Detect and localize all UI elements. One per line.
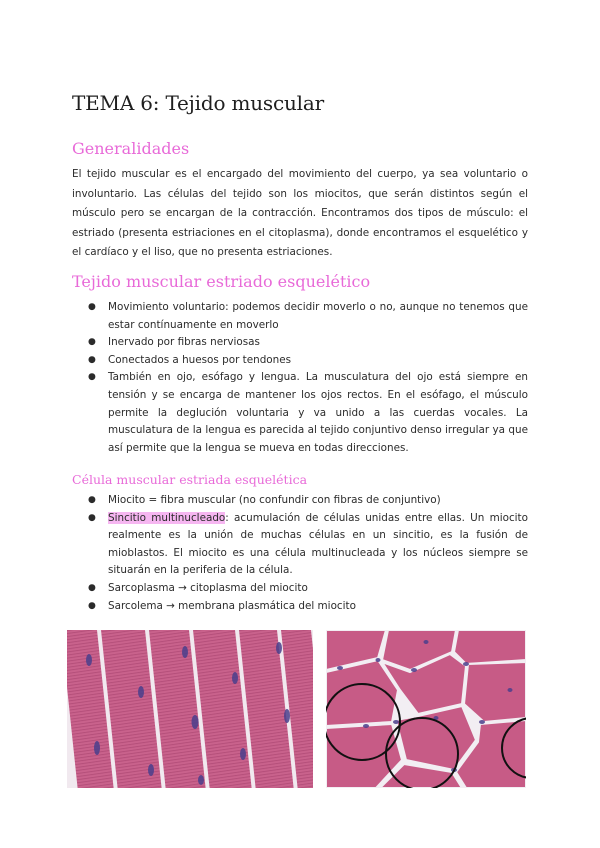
esqueletico-bullet-list bbox=[72, 299, 528, 457]
list-item: ● Sincitio multinucleado: acumulación de células unidas entre ellas. Un miocito realmente es la unión de muchas células en un sincitio, es la fusión de mioblastos. El miocito es una célula multinucleada y los núcleos siempre se situarán en la periferia de la célula. bbox=[88, 511, 528, 577]
list-item: ● Movimiento voluntario: podemos decidir moverlo o no, aunque no tenemos que estar contínuamente en moverlo bbox=[88, 301, 528, 331]
celula-bullet-list bbox=[72, 492, 528, 615]
bullet-icon: ● bbox=[88, 512, 96, 523]
section-heading-generalidades: Generalidades bbox=[72, 139, 190, 158]
longitudinal-fibers-image bbox=[67, 630, 313, 788]
list-item: ● Conectados a huesos por tendones bbox=[72, 352, 528, 370]
cross-section-muscle-micrograph bbox=[326, 630, 526, 788]
bullet-icon: ● bbox=[88, 372, 96, 383]
page-title: TEMA 6: Tejido muscular bbox=[72, 91, 324, 115]
section-heading-esqueletico: Tejido muscular estriado esquelético bbox=[72, 272, 371, 291]
bullet-icon: ● bbox=[88, 495, 96, 505]
list-item: ● Inervado por fibras nerviosas bbox=[72, 334, 528, 352]
list-item: ● Sarcoplasma → citoplasma del miocito bbox=[72, 580, 528, 598]
subsection-heading-celula: Célula muscular estriada esquelética bbox=[72, 472, 308, 487]
list-item: ● También en ojo, esófago y lengua. La musculatura del ojo está siempre en tensión y se encarga de mantener los ojos rectos. En el esófago, el músculo permite la deglución voluntaria y va unido a las cuerdas vocales. La musculatura de la lengua es parecida al tejido conjuntivo denso irregular ya que así permite que la lengua se mueva en todas direcciones. bbox=[88, 371, 528, 454]
bullet-icon: ● bbox=[88, 600, 96, 611]
list-item: ● Miocito = fibra muscular (no confundir con fibras de conjuntivo) bbox=[72, 492, 528, 510]
highlighted-term: Sincitio multinucleado bbox=[108, 511, 226, 524]
bullet-icon: ● bbox=[88, 582, 96, 593]
bullet-icon: ● bbox=[88, 337, 96, 348]
list-item: ● Sarcolema → membrana plasmática del miocito bbox=[72, 598, 528, 616]
bullet-icon: ● bbox=[88, 354, 96, 365]
generalidades-paragraph: El tejido muscular es el encargado del movimiento del cuerpo, ya sea voluntario o involuntario. Las células del tejido son los miocitos, que serán distintos según el músculo pero se encargan de la contracción. Encontramos dos tipos de músculo: el estriado (presenta estriaciones en el citoplasma), donde encontramos el esquelético y el cardíaco y el liso, que no presenta estriaciones. bbox=[72, 168, 528, 259]
longitudinal-muscle-micrograph bbox=[67, 630, 313, 788]
bullet-icon: ● bbox=[88, 302, 96, 312]
cross-section-fibers-image bbox=[326, 630, 526, 788]
